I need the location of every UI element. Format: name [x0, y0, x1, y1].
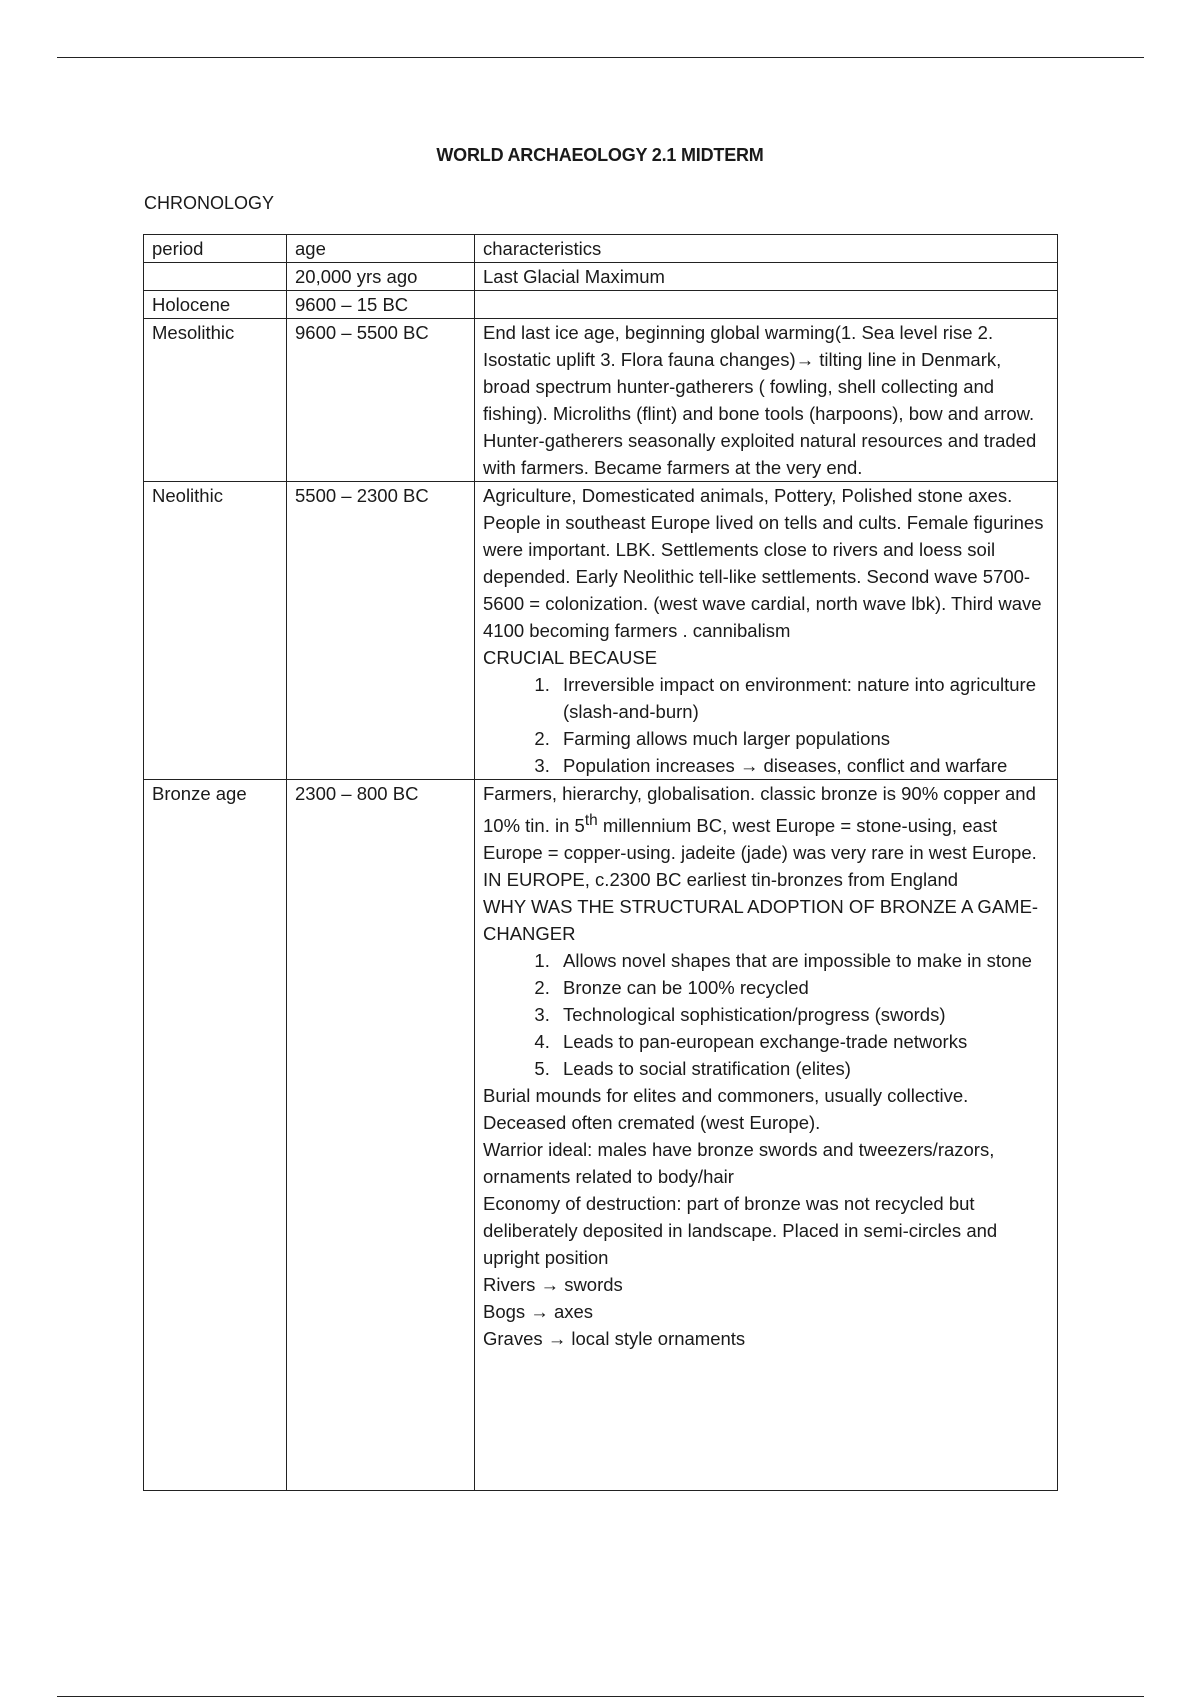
paragraph: Bogs → axes [483, 1301, 594, 1323]
header-characteristics: characteristics [475, 235, 1058, 263]
cell-characteristics: Last Glacial Maximum [475, 263, 1058, 291]
list-item: 3. Population increases → diseases, conflict and warfare [555, 752, 1049, 779]
text-segment: millennium BC, west Europe = stone-using, east Europe = copper-using. jadeite (jade) was very rare in west Europe. IN EUROPE, c.2300 BC earliest tin-bronzes from England [483, 815, 1037, 891]
list-item: 1. Allows novel shapes that are impossible to make in stone [555, 947, 1049, 974]
cell-characteristics [475, 291, 1058, 319]
cell-period: Mesolithic [144, 319, 287, 482]
bottom-rule [57, 1696, 1144, 1697]
paragraph: Agriculture, Domesticated animals, Pottery, Polished stone axes. People in southeast Europe lived on tells and cults. Female figurines were important. LBK. Settlements close to rivers and loess soil depended. Early Neolithic tell-like settlements. Second wave 5700-5600 = colonization. (west wave cardial, north wave lbk). Third wave 4100 becoming farmers . cannibalism [483, 485, 1044, 641]
list-item: 1. Irreversible impact on environment: nature into agriculture (slash-and-burn) [555, 671, 1049, 725]
section-heading: CHRONOLOGY [144, 193, 275, 213]
cell-period: Neolithic [144, 482, 287, 780]
list-item: 3. Technological sophistication/progress (swords) [555, 1001, 1049, 1028]
superscript: th [584, 812, 598, 829]
cell-age: 5500 – 2300 BC [287, 482, 475, 780]
list-heading: WHY WAS THE STRUCTURAL ADOPTION OF BRONZE A GAME-CHANGER [483, 896, 1039, 945]
table-row [144, 263, 1058, 291]
chronology-table [143, 234, 1058, 1491]
paragraph: Burial mounds for elites and commoners, usually collective. Deceased often cremated (west Europe). [483, 1085, 969, 1134]
cell-characteristics [475, 780, 1058, 1491]
list-heading: CRUCIAL BECAUSE [483, 647, 658, 668]
cell-age: 9600 – 15 BC [287, 291, 475, 319]
table-row [144, 291, 1058, 319]
cell-period: Holocene [144, 291, 287, 319]
top-rule [57, 57, 1144, 58]
table-header-row [144, 235, 1058, 263]
table-row [144, 319, 1058, 482]
paragraph: Warrior ideal: males have bronze swords and tweezers/razors, ornaments related to body/hair [483, 1139, 995, 1188]
paragraph: Graves → local style ornaments [483, 1328, 746, 1350]
numbered-list [483, 671, 1049, 779]
header-period: period [144, 235, 287, 263]
paragraph: Rivers → swords [483, 1274, 623, 1296]
numbered-list [483, 947, 1049, 1082]
cell-period: Bronze age [144, 780, 287, 1491]
cell-age: 2300 – 800 BC [287, 780, 475, 1491]
cell-period [144, 263, 287, 291]
cell-characteristics [475, 482, 1058, 780]
list-item: 2. Bronze can be 100% recycled [555, 974, 1049, 1001]
list-item: 4. Leads to pan-european exchange-trade networks [555, 1028, 1049, 1055]
cell-age: 20,000 yrs ago [287, 263, 475, 291]
cell-characteristics: End last ice age, beginning global warming(1. Sea level rise 2. Isostatic uplift 3. Flora fauna changes)→ tilting line in Denmark, broad spectrum hunter-gatherers ( fowling, shell collecting and fishing). Microliths (flint) and bone tools (harpoons), bow and arrow. Hunter-gatherers seasonally exploited natural resources and traded with farmers. Became farmers at the very end. [475, 319, 1058, 482]
document-title: WORLD ARCHAEOLOGY 2.1 MIDTERM [436, 145, 764, 165]
table-row [144, 780, 1058, 1491]
table-row [144, 482, 1058, 780]
paragraph [483, 780, 1049, 893]
list-item: 5. Leads to social stratification (elites) [555, 1055, 1049, 1082]
cell-age: 9600 – 5500 BC [287, 319, 475, 482]
text-segment: Farmers, hierarchy, globalisation. classic bronze is 90% copper and 10% tin. in 5 [483, 783, 1036, 837]
paragraph: Economy of destruction: part of bronze was not recycled but deliberately deposited in landscape. Placed in semi-circles and upright position [483, 1193, 998, 1269]
list-item: 2. Farming allows much larger populations [555, 725, 1049, 752]
header-age: age [287, 235, 475, 263]
